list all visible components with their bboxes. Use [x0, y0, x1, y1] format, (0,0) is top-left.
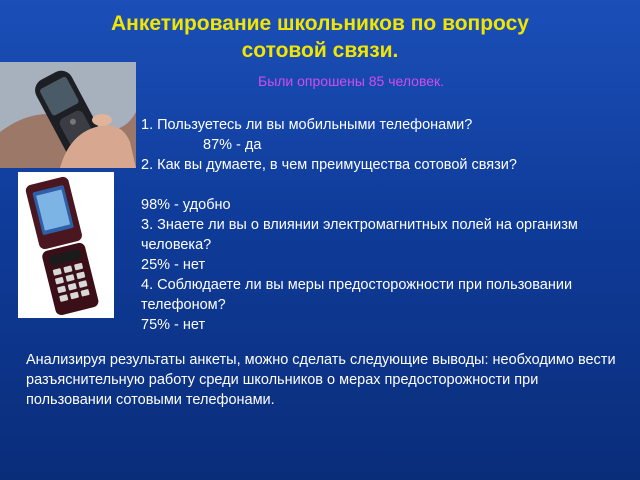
- slide-title: [20, 10, 620, 64]
- answer-3: 25% - нет: [141, 257, 206, 273]
- answer-1: 87% - да: [203, 137, 262, 153]
- question-2: 2. Как вы думаете, в чем преимущества сотовой связи?: [141, 157, 517, 173]
- title-line-1: Анкетирование школьников по вопросу: [111, 12, 529, 35]
- title-line-2: сотовой связи.: [241, 39, 399, 62]
- answer-2: 98% - удобно: [141, 197, 231, 213]
- phone-in-hand-illustration: [0, 62, 136, 168]
- answer-4: 75% - нет: [141, 317, 206, 333]
- spacer: [141, 175, 631, 195]
- survey-questions: [141, 115, 631, 335]
- question-4: 4. Соблюдаете ли вы меры предосторожности при пользовании телефоном?: [141, 277, 573, 313]
- flip-phone-illustration: [18, 172, 114, 318]
- flip-phone-photo: [18, 172, 114, 318]
- survey-subtitle: Были опрошены 85 человек.: [258, 73, 445, 89]
- conclusion-text: Анализируя результаты анкеты, можно сделать следующие выводы: необходимо вести разъяснительную работу среди школьников о мерах предосторожности при пользовании сотовыми телефонами.: [26, 352, 616, 408]
- hand-holding-phone-photo: [0, 62, 136, 168]
- question-1: 1. Пользуетесь ли вы мобильными телефонами?: [141, 117, 473, 133]
- question-3: 3. Знаете ли вы о влиянии электромагнитных полей на организм человека?: [141, 217, 578, 253]
